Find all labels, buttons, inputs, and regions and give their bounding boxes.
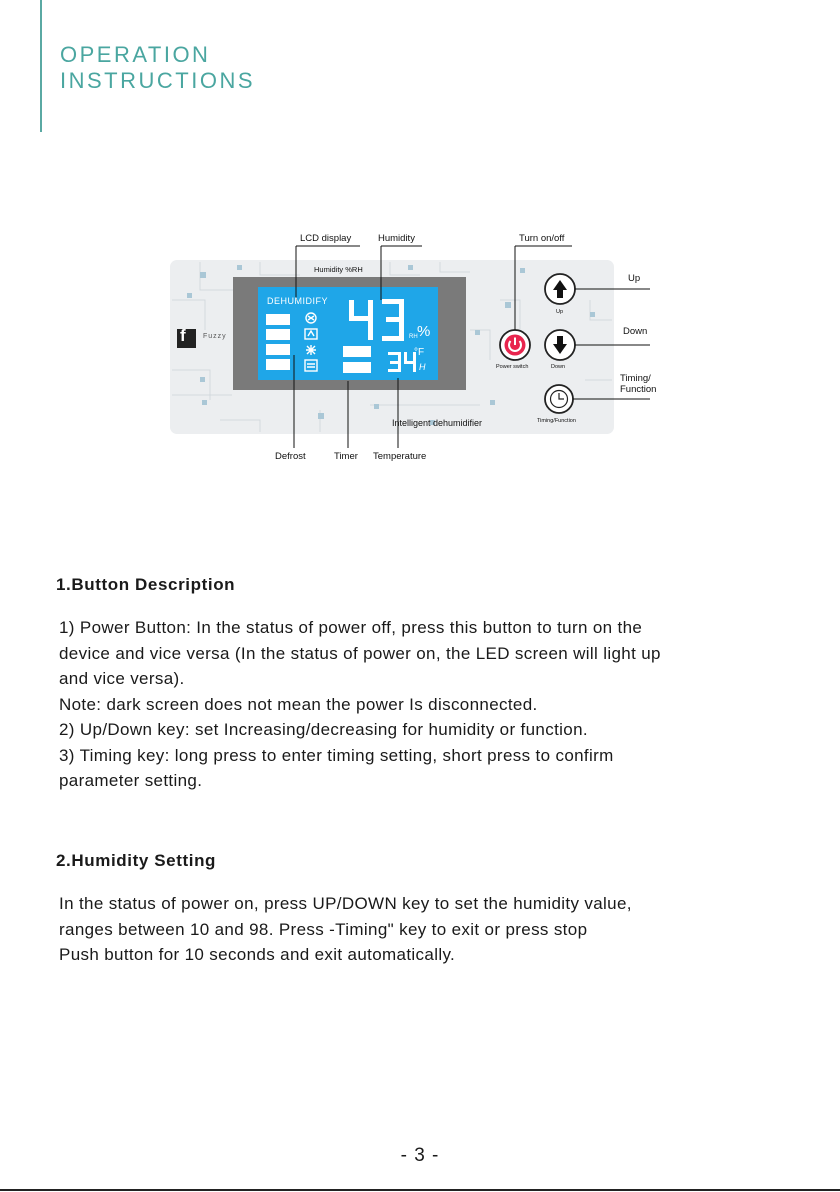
paragraph-line: In the status of power on, press UP/DOWN key to set the humidity value, [59, 894, 632, 913]
callout-defrost: Defrost [275, 451, 306, 462]
paragraph-line: Push button for 10 seconds and exit automatically. [59, 945, 456, 964]
fuzzy-label: Fuzzy [203, 333, 227, 340]
down-button-graphic [545, 330, 575, 360]
page-title-line-1: OPERATION [60, 42, 211, 67]
callout-down: Down [623, 326, 648, 337]
callout-function: Function [620, 384, 657, 395]
section-title-button-description: 1.Button Description [56, 575, 236, 594]
paragraph-line: and vice versa). [59, 669, 185, 688]
power-button-graphic [500, 330, 530, 360]
lcd-mode-text: DEHUMIDIFY [267, 296, 328, 306]
paragraph-line: 1) Power Button: In the status of power off, press this button to turn on the [59, 618, 643, 637]
panel-humidity-label: Humidity %RH [314, 265, 363, 274]
paragraph-line: 2) Up/Down key: set Increasing/decreasing for humidity or function. [59, 720, 588, 739]
up-button-graphic [545, 274, 575, 304]
paragraph-line: device and vice versa (In the status of power on, the LED screen will light up [59, 643, 661, 663]
intelligent-dehumidifier-label: Intelligent dehumidifier [392, 418, 483, 428]
callout-up: Up [628, 273, 641, 284]
paragraph-line: ranges between 10 and 98. Press -Timing" key to exit or press stop [59, 919, 588, 939]
paragraph-line: 3) Timing key: long press to enter timing setting, short press to confirm [59, 745, 614, 765]
lcd-percent: % [417, 323, 431, 340]
callout-timer: Timer [334, 451, 358, 462]
page-number: - 3 - [400, 1145, 440, 1166]
timing-small-label: Timing/Function [537, 418, 576, 424]
lcd-degree-f: °F [414, 347, 425, 358]
callout-turn-on-off: Turn on/off [519, 233, 565, 244]
callout-temperature: Temperature [373, 451, 427, 462]
callout-timing: Timing/ [620, 373, 651, 384]
section-body-humidity-setting [59, 891, 829, 968]
lcd-h-unit: H [419, 362, 426, 372]
paragraph-line: Note: dark screen does not mean the power Is disconnected. [59, 694, 538, 714]
paragraph-line: parameter setting. [59, 771, 203, 790]
page-title-line-2: INSTRUCTIONS [60, 68, 255, 93]
power-switch-label: Power switch [496, 364, 529, 370]
control-panel-graphic [0, 0, 840, 470]
lcd-rh-label: RH [409, 334, 418, 340]
timing-button-graphic [545, 385, 573, 413]
section-title-humidity-setting: 2.Humidity Setting [56, 851, 217, 870]
fuzzy-letter: f [180, 326, 186, 345]
bottom-divider [0, 1189, 840, 1191]
section-body-button-description [59, 615, 829, 794]
control-panel-diagram [0, 0, 840, 470]
down-small-label: Down [551, 364, 566, 370]
callout-humidity: Humidity [378, 233, 415, 244]
callout-lcd-display: LCD display [300, 233, 352, 244]
up-small-label: Up [556, 309, 564, 315]
